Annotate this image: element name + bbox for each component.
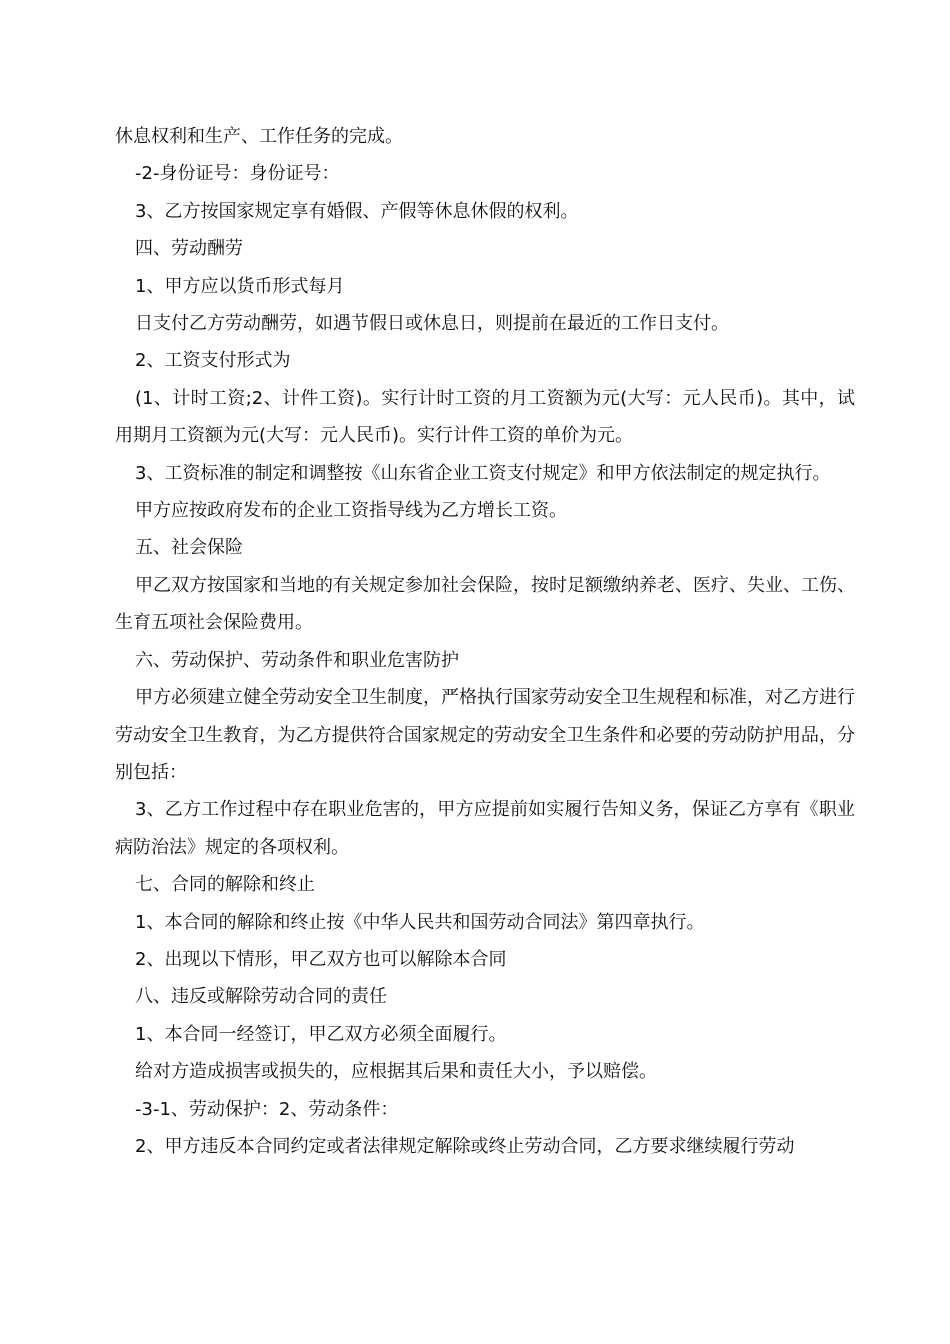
paragraph-21: 给对方造成损害或损失的，应根据其后果和责任大小，予以赔偿。	[135, 1061, 657, 1083]
paragraph-15: 3、乙方工作过程中存在职业危害的，甲方应提前如实履行告知义务，保证乙方享有《职业病防治法》规定的各项权利。	[115, 799, 855, 858]
section-heading-4: 四、劳动酬劳	[135, 238, 243, 260]
document-body	[115, 118, 855, 1165]
paragraph-9: 3、工资标准的制定和调整按《山东省企业工资支付规定》和甲方依法制定的规定执行。	[135, 462, 831, 484]
paragraph-17: 1、本合同的解除和终止按《中华人民共和国劳动合同法》第四章执行。	[135, 911, 705, 933]
paragraph-22: -3-1、劳动保护：2、劳动条件：	[135, 1098, 399, 1120]
paragraph-6: 日支付乙方劳动酬劳，如遇节假日或休息日，则提前在最近的工作日支付。	[135, 313, 729, 335]
paragraph-3: 3、乙方按国家规定享有婚假、产假等休息休假的权利。	[135, 200, 579, 222]
section-heading-5: 五、社会保险	[135, 537, 243, 559]
paragraph-12: 甲乙双方按国家和当地的有关规定参加社会保险，按时足额缴纳养老、医疗、失业、工伤、生育五项社会保险费用。	[115, 574, 855, 634]
paragraph-8: (1、计时工资;2、计件工资)。实行计时工资的月工资额为元(大写：元人民币)。其中，试用期月工资额为元(大写：元人民币)。实行计件工资的单价为元。	[115, 387, 855, 447]
paragraph-7: 2、工资支付形式为	[135, 350, 291, 372]
paragraph-2: -2-身份证号：身份证号：	[135, 163, 340, 185]
paragraph-18: 2、出现以下情形，甲乙双方也可以解除本合同	[135, 948, 507, 970]
section-heading-6: 六、劳动保护、劳动条件和职业危害防护	[135, 649, 459, 671]
paragraph-23: 2、甲方违反本合同约定或者法律规定解除或终止劳动合同，乙方要求继续履行劳动	[135, 1135, 795, 1157]
paragraph-10: 甲方应按政府发布的企业工资指导线为乙方增长工资。	[135, 500, 567, 522]
paragraph-14: 甲方必须建立健全劳动安全卫生制度，严格执行国家劳动安全卫生规程和标准，对乙方进行劳动安全卫生教育，为乙方提供符合国家规定的劳动安全卫生条件和必要的劳动防护用品，分别包括：	[115, 687, 855, 783]
section-heading-7: 七、合同的解除和终止	[135, 874, 315, 896]
paragraph-20: 1、本合同一经签订，甲乙双方必须全面履行。	[135, 1023, 507, 1045]
paragraph-5: 1、甲方应以货币形式每月	[135, 275, 345, 297]
paragraph-1: 休息权利和生产、工作任务的完成。	[115, 126, 403, 147]
section-heading-8: 八、违反或解除劳动合同的责任	[135, 986, 387, 1008]
